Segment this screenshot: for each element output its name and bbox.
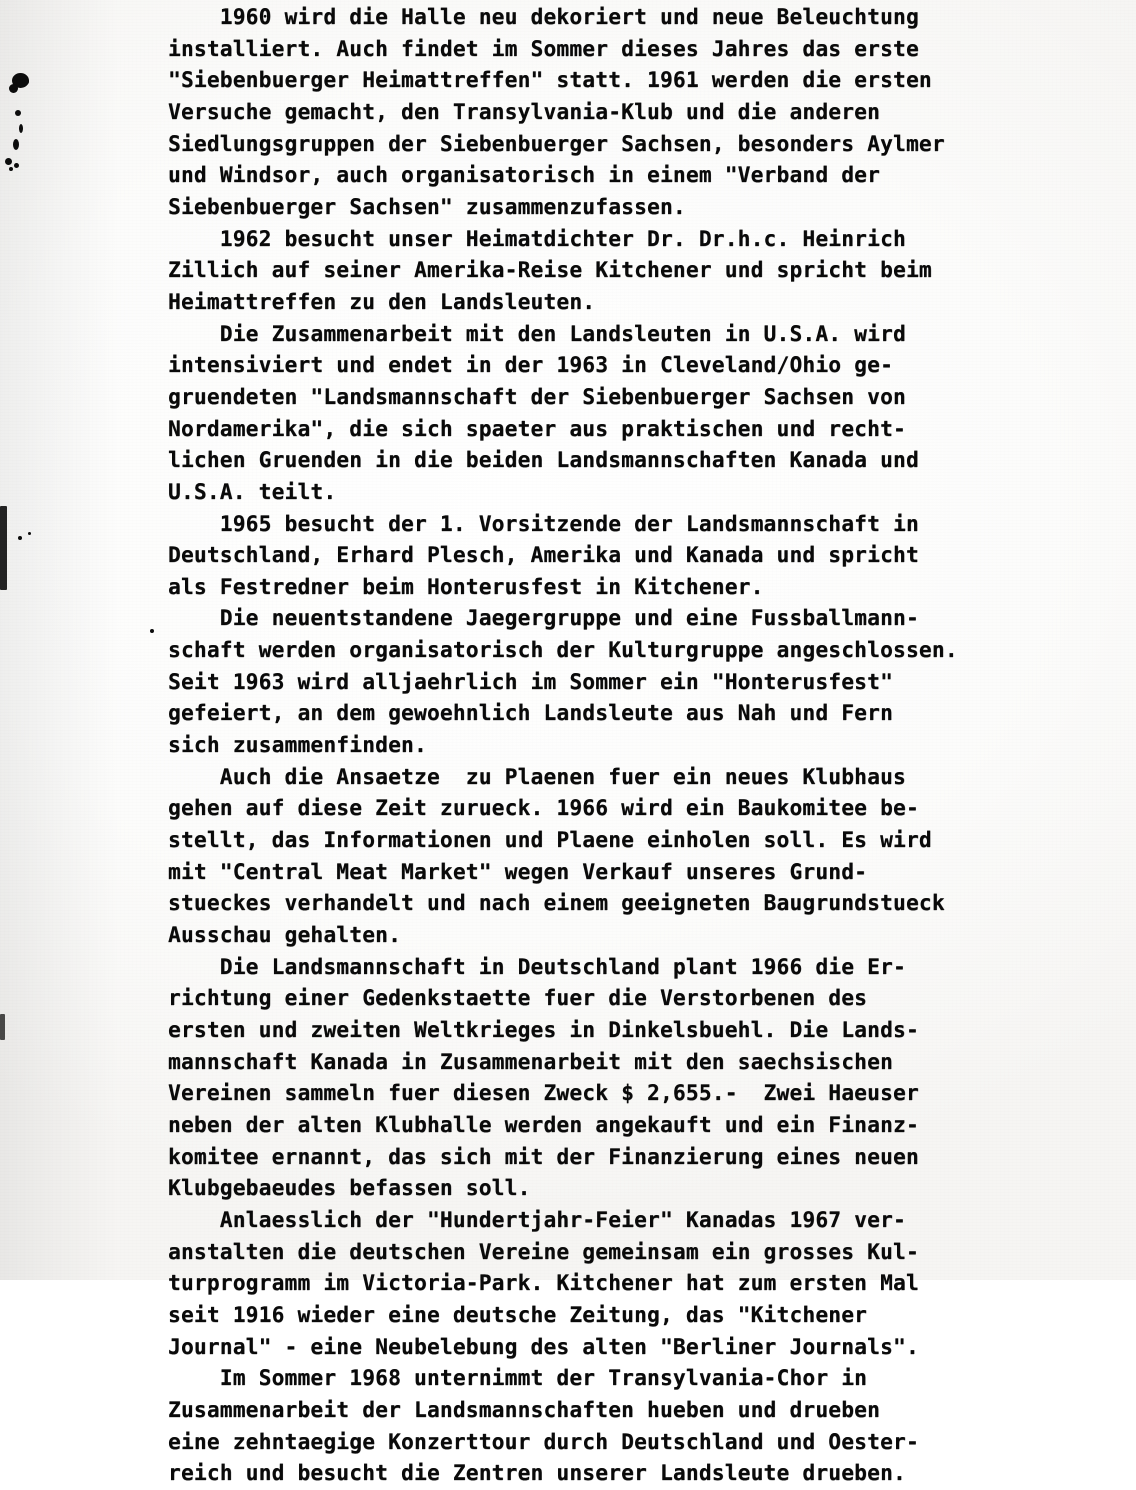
text-line: komitee ernannt, das sich mit der Finanzierung eines neuen xyxy=(168,1144,919,1170)
text-line: seit 1916 wieder eine deutsche Zeitung, das "Kitchener xyxy=(168,1302,868,1328)
ink-speck xyxy=(13,139,19,150)
text-line: intensiviert und endet in der 1963 in Cleveland/Ohio ge- xyxy=(168,353,894,379)
text-line: 1965 besucht der 1. Vorsitzende der Landsmannschaft in xyxy=(168,511,919,537)
binding-edge-smear xyxy=(0,506,7,590)
text-line: installiert. Auch findet im Sommer dieses Jahres das erste xyxy=(168,36,919,62)
ink-speck xyxy=(9,84,18,93)
text-line: stueckes verhandelt und nach einem geeigneten Baugrundstueck xyxy=(168,891,945,917)
text-line: Auch die Ansaetze zu Plaenen fuer ein neues Klubhaus xyxy=(168,764,906,790)
text-line: Siebenbuerger Sachsen" zusammenzufassen. xyxy=(168,194,686,220)
text-line: Siedlungsgruppen der Siebenbuerger Sachsen, besonders Aylmer xyxy=(168,131,945,157)
text-line: Die Zusammenarbeit mit den Landsleuten in U.S.A. wird xyxy=(168,321,906,347)
text-line: Zusammenarbeit der Landsmannschaften hueben und drueben xyxy=(168,1397,881,1423)
text-line: reich und besucht die Zentren unserer Landsleute drueben. xyxy=(168,1461,906,1487)
text-line: anstalten die deutschen Vereine gemeinsam ein grosses Kul- xyxy=(168,1239,919,1265)
text-line: als Festredner beim Honterusfest in Kitchener. xyxy=(168,574,764,600)
text-line: mannschaft Kanada in Zusammenarbeit mit den saechsischen xyxy=(168,1049,894,1075)
text-line: Klubgebaeudes befassen soll. xyxy=(168,1176,531,1202)
text-line: Deutschland, Erhard Plesch, Amerika und Kanada und spricht xyxy=(168,543,919,569)
typed-text-body xyxy=(168,2,1128,1490)
ink-speck xyxy=(18,536,22,540)
ink-speck xyxy=(9,167,13,171)
ink-speck xyxy=(5,158,12,165)
text-line: Im Sommer 1968 unternimmt der Transylvania-Chor in xyxy=(168,1366,868,1392)
ink-speck xyxy=(14,163,19,168)
text-line: und Windsor, auch organisatorisch in einem "Verband der xyxy=(168,163,881,189)
text-line: mit "Central Meat Market" wegen Verkauf unseres Grund- xyxy=(168,859,868,885)
text-line: Zillich auf seiner Amerika-Reise Kitchener und spricht beim xyxy=(168,258,932,284)
text-line: Anlaesslich der "Hundertjahr-Feier" Kanadas 1967 ver- xyxy=(168,1207,906,1233)
ink-speck xyxy=(19,124,23,133)
text-line: richtung einer Gedenkstaette fuer die Verstorbenen des xyxy=(168,986,868,1012)
text-line: Journal" - eine Neubelebung des alten "Berliner Journals". xyxy=(168,1334,919,1360)
text-line: Die Landsmannschaft in Deutschland plant 1966 die Er- xyxy=(168,954,906,980)
text-line: gefeiert, an dem gewoehnlich Landsleute aus Nah und Fern xyxy=(168,701,894,727)
text-line: 1960 wird die Halle neu dekoriert und neue Beleuchtung xyxy=(168,5,919,30)
text-line: sich zusammenfinden. xyxy=(168,733,427,759)
text-line: Seit 1963 wird alljaehrlich im Sommer ein "Honterusfest" xyxy=(168,669,894,695)
text-line: U.S.A. teilt. xyxy=(168,479,337,505)
ink-speck xyxy=(15,110,21,116)
text-line: 1962 besucht unser Heimatdichter Dr. Dr.h.c. Heinrich xyxy=(168,226,906,252)
text-line: ersten und zweiten Weltkrieges in Dinkelsbuehl. Die Lands- xyxy=(168,1018,919,1043)
text-line: Vereinen sammeln fuer diesen Zweck $ 2,655.- Zwei Haeuser xyxy=(168,1081,919,1107)
text-line: Die neuentstandene Jaegergruppe und eine Fussballmann- xyxy=(168,606,919,632)
text-line: Heimattreffen zu den Landsleuten. xyxy=(168,289,596,315)
text-line: neben der alten Klubhalle werden angekauft und ein Finanz- xyxy=(168,1112,919,1138)
text-line: lichen Gruenden in die beiden Landsmannschaften Kanada und xyxy=(168,448,919,474)
ink-speck xyxy=(150,629,154,633)
ink-speck xyxy=(22,78,29,85)
text-line: "Siebenbuerger Heimattreffen" statt. 1961 werden die ersten xyxy=(168,68,932,94)
text-line: Nordamerika", die sich spaeter aus praktischen und recht- xyxy=(168,416,906,442)
text-line: gruendeten "Landsmannschaft der Siebenbuerger Sachsen von xyxy=(168,384,906,410)
text-line: stellt, das Informationen und Plaene einholen soll. Es wird xyxy=(168,828,932,854)
ink-speck xyxy=(28,532,31,535)
text-line: schaft werden organisatorisch der Kulturgruppe angeschlossen. xyxy=(168,638,958,664)
text-line: Versuche gemacht, den Transylvania-Klub und die anderen xyxy=(168,99,881,125)
text-line: turprogramm im Victoria-Park. Kitchener hat zum ersten Mal xyxy=(168,1271,919,1297)
binding-edge-smear xyxy=(0,1014,5,1040)
text-line: eine zehntaegige Konzerttour durch Deutschland und Oester- xyxy=(168,1429,919,1455)
text-line: Ausschau gehalten. xyxy=(168,923,402,949)
text-line: gehen auf diese Zeit zurueck. 1966 wird ein Baukomitee be- xyxy=(168,796,919,822)
